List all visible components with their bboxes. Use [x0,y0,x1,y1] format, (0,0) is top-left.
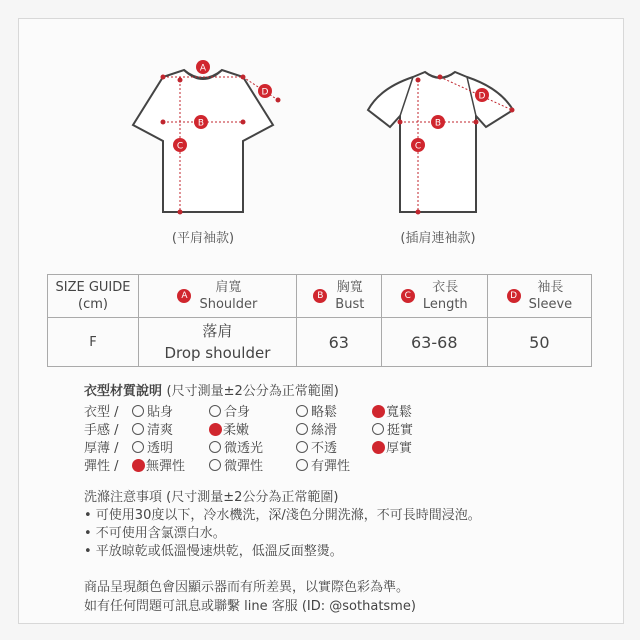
caption-raglan: (插肩連袖款) [400,231,476,246]
fabric-option-label: 合身 [224,405,251,420]
cell-bust: 63 [296,318,381,367]
unselected-circle-icon [372,423,384,435]
col-shoulder [139,275,297,318]
col-length [381,275,487,318]
col-bust-zh: 胸寬 [336,280,363,295]
unselected-circle-icon [209,459,221,471]
unselected-circle-icon [132,423,144,435]
fabric-option [132,401,173,420]
svg-text:D: D [261,87,269,98]
fabric-option [296,455,350,474]
fabric-option [209,401,250,420]
marker-b-tee1 [194,115,208,129]
fabric-row [84,455,351,474]
col-bust-en: Bust [335,297,365,312]
fabric-option [132,437,173,456]
fabric-row-label: 厚薄 / [84,441,119,456]
selected-dot-icon [132,459,145,472]
size-guide-corner [48,275,139,318]
unselected-circle-icon [132,405,144,417]
fabric-option [296,419,337,438]
wash-item: • 不可使用含氯漂白水。 [84,526,226,541]
marker-c-tee1 [173,138,187,152]
col-length-zh: 衣長 [432,280,459,295]
fabric-option-label: 寬鬆 [386,405,413,420]
wash-title-text: 洗滌注意事項 [84,490,163,505]
cell-size: F [48,318,139,367]
fabric-option [209,437,263,456]
svg-text:A: A [199,63,207,74]
col-shoulder-zh: 肩寬 [215,280,242,295]
size-guide-table [47,274,592,367]
selected-dot-icon [209,423,222,436]
fabric-option [372,401,412,420]
fabric-option [296,401,337,420]
fabric-option-label: 有彈性 [311,459,351,474]
fabric-row [84,401,413,420]
badge-a-icon: A [177,289,191,303]
unselected-circle-icon [296,405,308,417]
unselected-circle-icon [209,441,221,453]
svg-text:C: C [176,141,184,152]
fabric-option-label: 絲滑 [311,423,338,438]
col-sleeve-zh: 袖長 [537,280,564,295]
col-shoulder-en: Shoulder [199,297,258,312]
svg-text:B: B [434,118,442,129]
corner-line1: SIZE GUIDE [55,280,131,295]
fabric-option-label: 微彈性 [224,459,264,474]
wash-item: • 可使用30度以下，冷水機洗，深/淺色分開洗滌，不可長時間浸泡。 [84,508,481,523]
fabric-option-label: 清爽 [147,423,174,438]
fabric-option-label: 無彈性 [146,459,186,474]
note-contact: 如有任何問題可訊息或聯繫 line 客服 (ID: @sothatsme) [84,599,416,614]
svg-text:D: D [478,91,486,102]
badge-b-icon: B [313,289,327,303]
col-sleeve [487,275,591,318]
marker-a-tee1 [196,60,210,74]
unselected-circle-icon [296,423,308,435]
unselected-circle-icon [132,441,144,453]
fabric-option-label: 挺實 [387,423,414,438]
table-row [48,318,592,367]
fabric-option-label: 透明 [147,441,174,456]
unselected-circle-icon [296,441,308,453]
fabric-option [132,455,185,474]
marker-d-tee2 [475,88,489,102]
tee-raglan-diagram [368,72,513,212]
fabric-option-label: 略鬆 [311,405,338,420]
garment-diagrams [0,0,640,270]
fabric-option-label: 柔嫩 [223,423,250,438]
fabric-option [372,437,412,456]
fabric-option [372,419,413,438]
fabric-row-label: 手感 / [84,423,119,438]
col-bust [296,275,381,318]
marker-b-tee2 [431,115,445,129]
notes-section [84,578,416,616]
cell-shoulder [139,318,297,367]
selected-dot-icon [372,405,385,418]
fabric-title-text: 衣型材質說明 [84,384,163,399]
cell-shoulder-zh: 落肩 [202,322,233,340]
fabric-option [132,419,173,438]
fabric-title [84,380,339,399]
fabric-option [296,437,337,456]
fabric-option-label: 不透 [311,441,338,456]
fabric-rows [84,401,414,474]
fabric-row-label: 彈性 / [84,459,119,474]
cell-shoulder-en: Drop shoulder [164,344,271,362]
fabric-title-note: (尺寸測量±2公分為正常範圍) [166,384,339,399]
wash-title [84,489,481,507]
fabric-option [209,419,249,438]
fabric-option [209,455,263,474]
wash-title-note: (尺寸測量±2公分為正常範圍) [166,490,339,505]
marker-d-tee1 [258,84,272,98]
cell-length: 63-68 [381,318,487,367]
unselected-circle-icon [209,405,221,417]
cell-sleeve: 50 [487,318,591,367]
fabric-option-label: 微透光 [224,441,264,456]
badge-c-icon: C [401,289,415,303]
fabric-row [84,437,413,456]
col-sleeve-en: Sleeve [528,297,573,312]
fabric-section [84,380,414,474]
svg-text:C: C [414,141,422,152]
unselected-circle-icon [296,459,308,471]
selected-dot-icon [372,441,385,454]
note-color: 商品呈現顏色會因顯示器而有所差異，以實際色彩為準。 [84,580,410,595]
svg-text:B: B [197,118,205,129]
fabric-row-label: 衣型 / [84,405,119,420]
wash-item: • 平放晾乾或低溫慢速烘乾，低溫反面整燙。 [84,544,343,559]
wash-section [84,489,481,561]
badge-d-icon: D [507,289,521,303]
corner-line2: (cm) [78,297,108,312]
fabric-option-label: 貼身 [147,405,174,420]
caption-setin: (平肩袖款) [171,231,235,246]
marker-c-tee2 [411,138,425,152]
col-length-en: Length [422,297,468,312]
size-table-header [48,275,592,318]
fabric-row [84,419,414,438]
fabric-option-label: 厚實 [386,441,413,456]
tee-setin-diagram [133,70,273,212]
